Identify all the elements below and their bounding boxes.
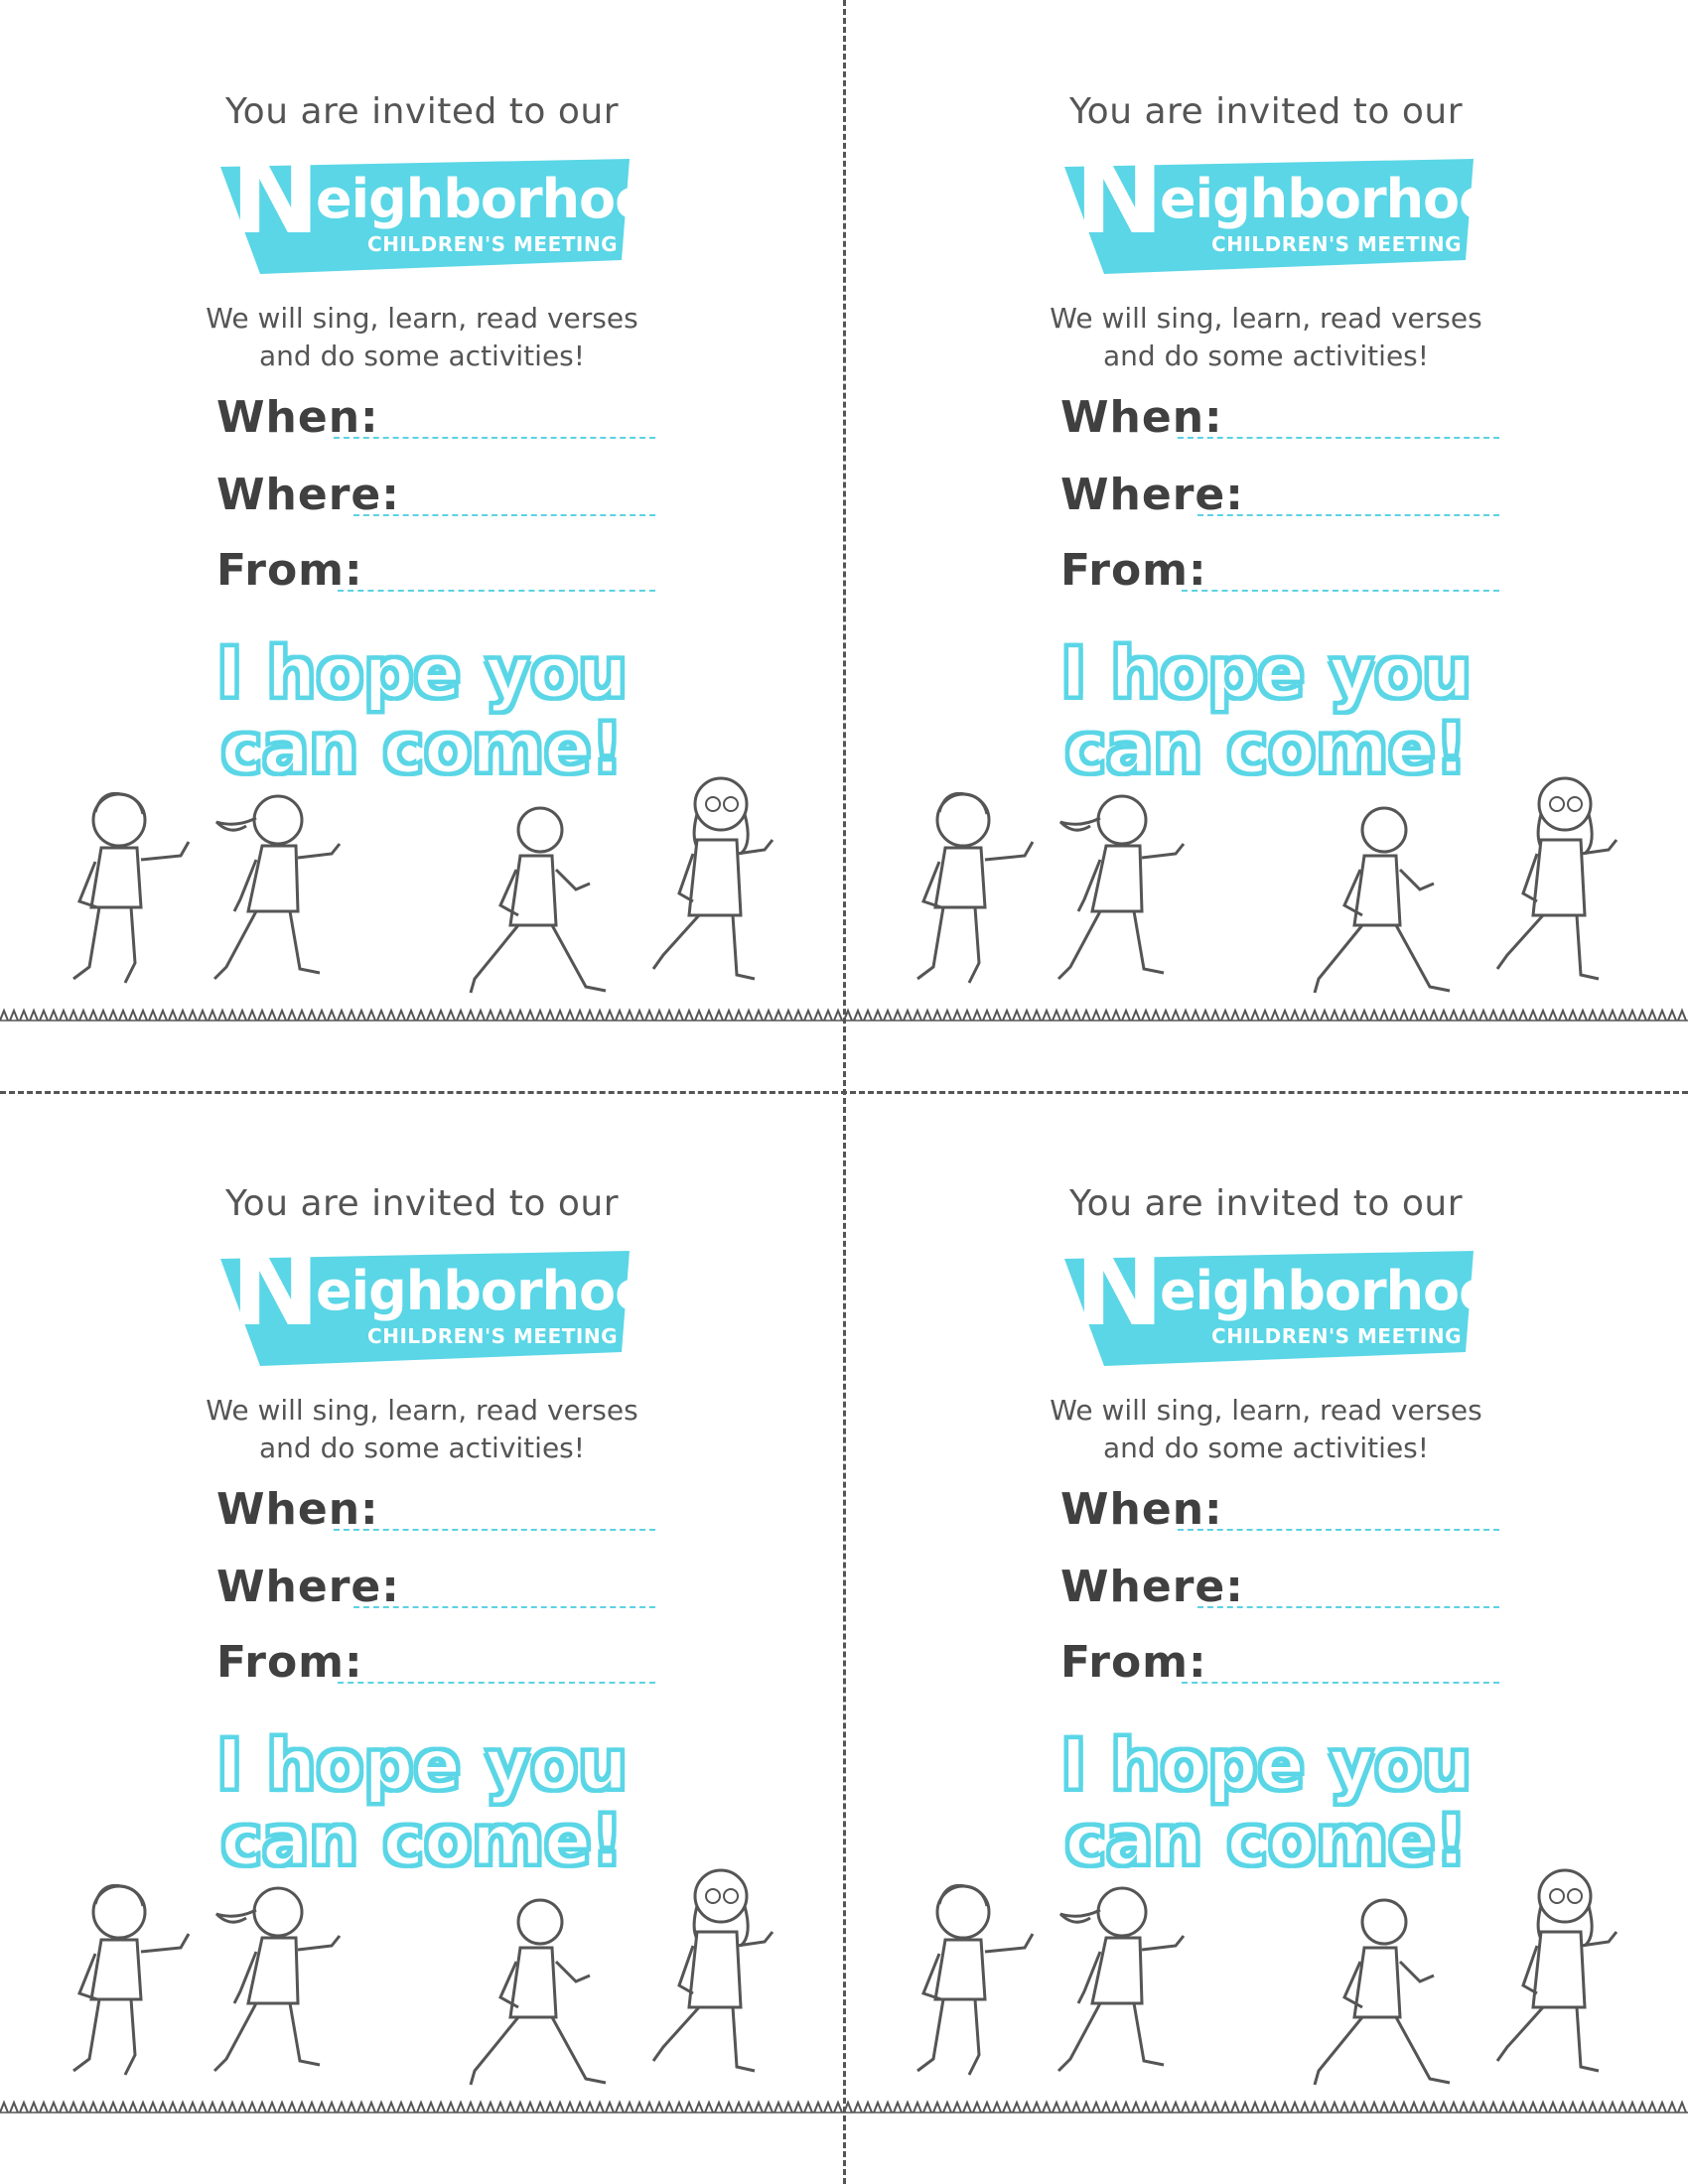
- neighborhood-logo: [1064, 134, 1532, 274]
- description: [844, 1392, 1688, 1467]
- field-label: Where:: [216, 470, 400, 520]
- logo-initial: N: [1074, 134, 1165, 258]
- closing-line: can come!: [220, 1800, 624, 1881]
- neighborhood-logo: [220, 1226, 688, 1366]
- field-label: From:: [216, 545, 363, 596]
- field-0: [1060, 392, 1499, 449]
- intro-text: You are invited to our: [1068, 1183, 1464, 1224]
- field-label: Where:: [216, 1562, 400, 1612]
- blank-line: [353, 514, 655, 516]
- field-label: When:: [216, 1484, 379, 1535]
- logo-subtitle: CHILDREN'S MEETING: [367, 232, 618, 256]
- field-label: When:: [1060, 1484, 1223, 1535]
- blank-line: [1178, 437, 1499, 439]
- description: [0, 1392, 844, 1467]
- field-0: [216, 392, 655, 449]
- description-line: We will sing, learn, read verses: [206, 302, 638, 335]
- blank-line: [1182, 590, 1499, 592]
- logo-subtitle: CHILDREN'S MEETING: [1211, 1324, 1462, 1348]
- running-children-illustration: [0, 764, 844, 1062]
- field-label: Where:: [1060, 470, 1244, 520]
- field-2: [216, 1637, 655, 1694]
- blank-line: [1197, 1606, 1499, 1608]
- field-1: [216, 1562, 655, 1618]
- field-label: From:: [216, 1637, 363, 1688]
- field-label: When:: [1060, 392, 1223, 443]
- blank-line: [1178, 1529, 1499, 1531]
- running-children-illustration: [844, 764, 1688, 1062]
- closing-line: can come!: [1064, 1800, 1468, 1881]
- description: [844, 300, 1688, 375]
- logo-initial: N: [1074, 1226, 1165, 1350]
- neighborhood-logo: [1064, 1226, 1532, 1366]
- intro-text: You are invited to our: [224, 1183, 620, 1224]
- blank-line: [1182, 1682, 1499, 1684]
- description-line: and do some activities!: [259, 340, 585, 372]
- logo-subtitle: CHILDREN'S MEETING: [367, 1324, 618, 1348]
- closing-line: can come!: [220, 708, 624, 789]
- blank-line: [334, 1529, 655, 1531]
- running-children-illustration: [0, 1856, 844, 2154]
- invitation-card: [844, 1092, 1688, 2184]
- description-line: We will sing, learn, read verses: [206, 1394, 638, 1427]
- field-1: [1060, 470, 1499, 526]
- logo-word: eighborhood: [1160, 1260, 1532, 1322]
- logo-word: eighborhood: [316, 1260, 688, 1322]
- closing-line: I hope you: [1060, 1724, 1472, 1806]
- description-line: and do some activities!: [259, 1432, 585, 1464]
- closing-line: I hope you: [1060, 632, 1472, 714]
- field-label: When:: [216, 392, 379, 443]
- closing-line: can come!: [1064, 708, 1468, 789]
- field-label: From:: [1060, 1637, 1207, 1688]
- invitation-card: [844, 0, 1688, 1092]
- logo-initial: N: [230, 134, 321, 258]
- closing-line: I hope you: [216, 1724, 628, 1806]
- field-0: [1060, 1484, 1499, 1541]
- intro-text: You are invited to our: [1068, 91, 1464, 132]
- field-1: [1060, 1562, 1499, 1618]
- blank-line: [334, 437, 655, 439]
- blank-line: [338, 1682, 655, 1684]
- description-line: and do some activities!: [1103, 1432, 1429, 1464]
- invitation-card: [0, 0, 844, 1092]
- field-0: [216, 1484, 655, 1541]
- description-line: and do some activities!: [1103, 340, 1429, 372]
- blank-line: [1197, 514, 1499, 516]
- field-1: [216, 470, 655, 526]
- description-line: We will sing, learn, read verses: [1050, 1394, 1482, 1427]
- logo-word: eighborhood: [316, 168, 688, 230]
- blank-line: [338, 590, 655, 592]
- intro-text: You are invited to our: [224, 91, 620, 132]
- logo-word: eighborhood: [1160, 168, 1532, 230]
- field-2: [216, 545, 655, 602]
- field-label: From:: [1060, 545, 1207, 596]
- running-children-illustration: [844, 1856, 1688, 2154]
- description: [0, 300, 844, 375]
- logo-subtitle: CHILDREN'S MEETING: [1211, 232, 1462, 256]
- logo-initial: N: [230, 1226, 321, 1350]
- neighborhood-logo: [220, 134, 688, 274]
- description-line: We will sing, learn, read verses: [1050, 302, 1482, 335]
- field-2: [1060, 1637, 1499, 1694]
- invitation-card: [0, 1092, 844, 2184]
- closing-line: I hope you: [216, 632, 628, 714]
- field-2: [1060, 545, 1499, 602]
- field-label: Where:: [1060, 1562, 1244, 1612]
- blank-line: [353, 1606, 655, 1608]
